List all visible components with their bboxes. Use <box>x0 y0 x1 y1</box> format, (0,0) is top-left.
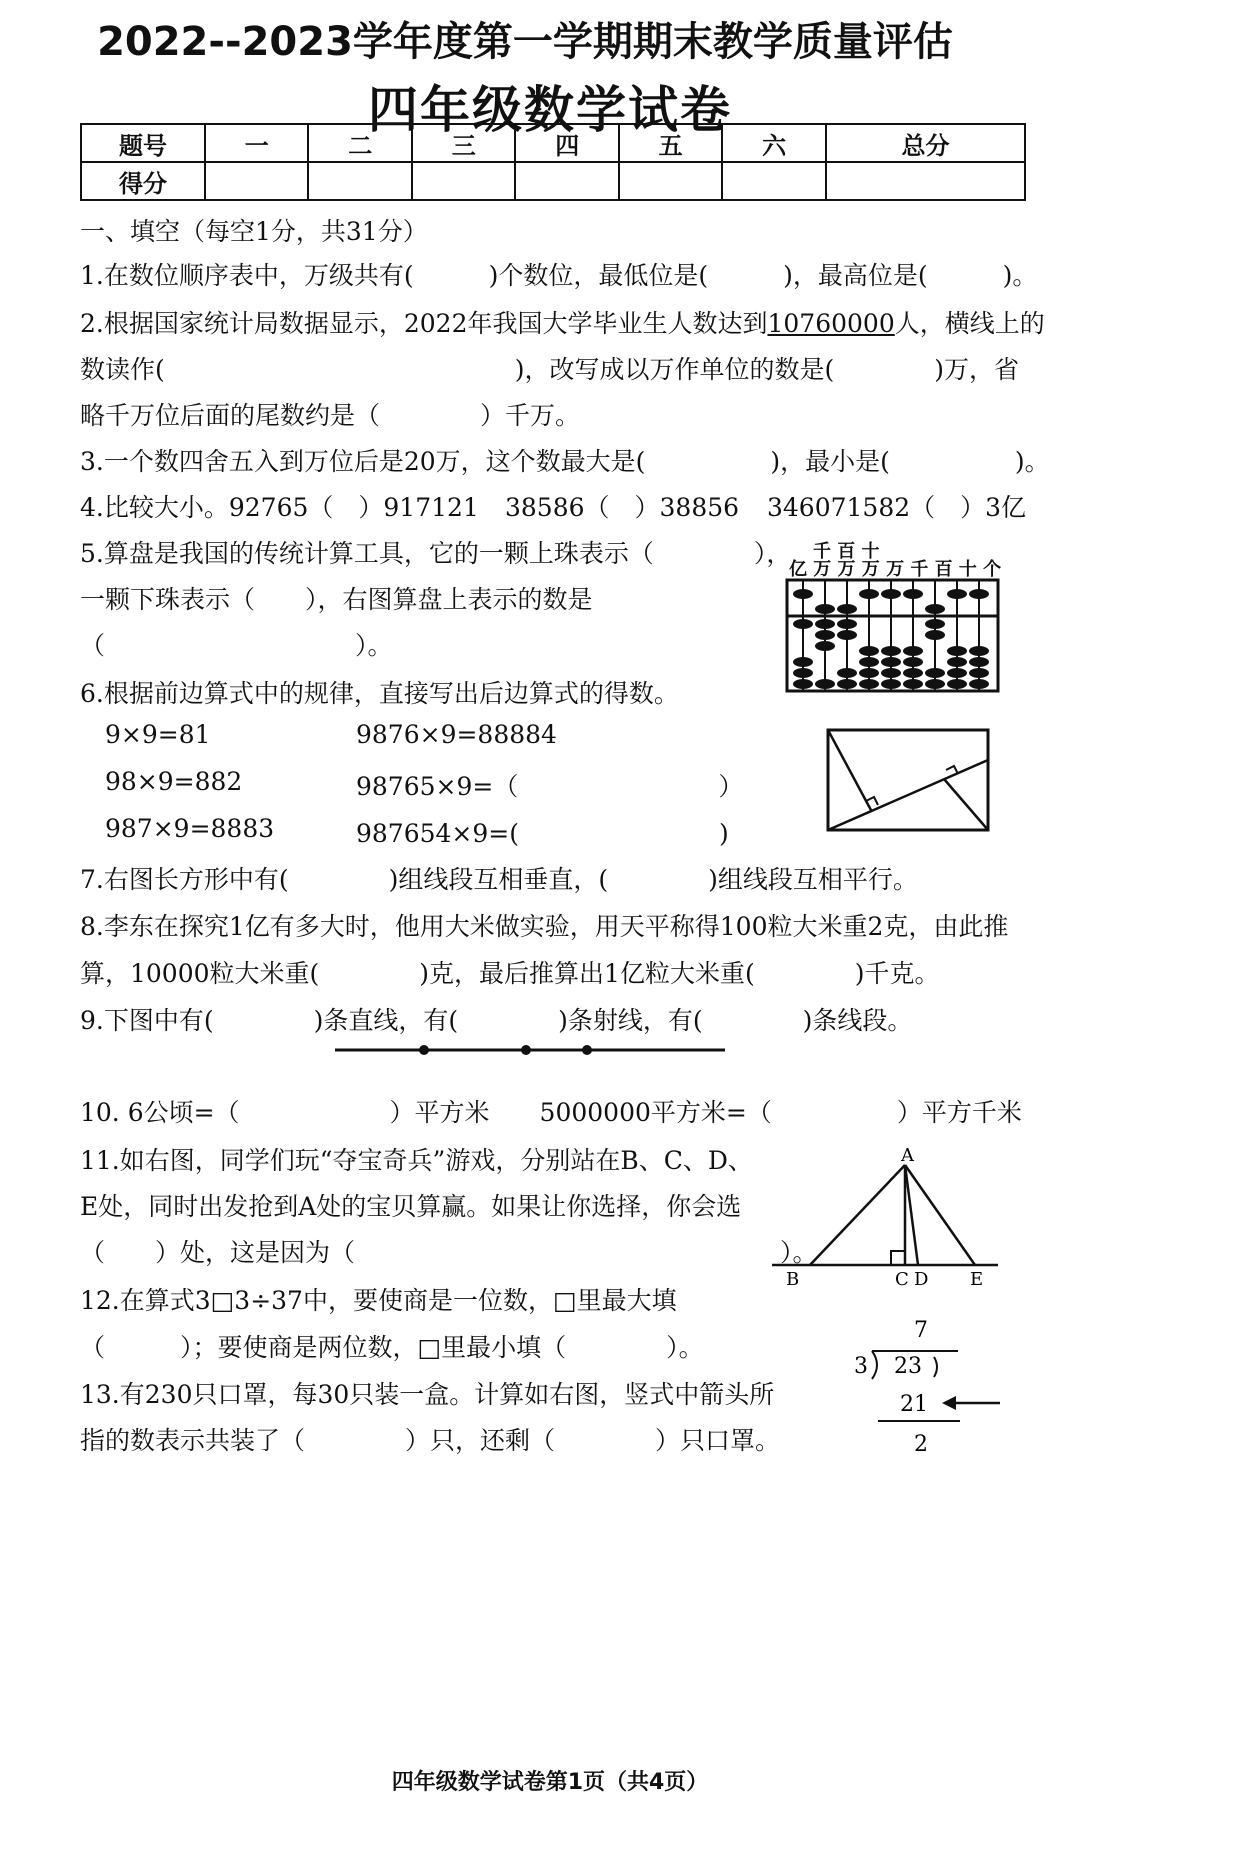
score-cell: 二 <box>308 124 411 162</box>
label-e: E <box>970 1269 984 1290</box>
q6-right-1: 9876×9=88884 <box>356 720 557 749</box>
q6-right-3: 987654×9=( ) <box>356 819 729 848</box>
question-8-line-1: 8.李东在探究1亿有多大时，他用大米做实验，用天平称得100粒大米重2克，由此推 <box>80 912 1009 941</box>
division-product: 21 <box>900 1392 928 1417</box>
score-table-header-row <box>81 124 1025 162</box>
label-c: C <box>895 1269 909 1290</box>
label-d: D <box>914 1269 929 1290</box>
question-12-line-2: （ ）；要使商是两位数，□里最小填（ ）。 <box>80 1333 704 1362</box>
question-8-line-2: 算，10000粒大米重( )克，最后推算出1亿粒大米重( )千克。 <box>80 959 940 988</box>
score-cell: 得分 <box>81 162 205 200</box>
q2-text-b: 人，横线上的 <box>894 309 1045 338</box>
exam-title: 2022--2023学年度第一学期期末教学质量评估 <box>97 19 953 65</box>
q6-left-1: 9×9=81 <box>105 720 211 749</box>
division-remainder: 2 <box>914 1432 928 1457</box>
question-10: 10. 6公顷=（ ）平方米 5000000平方米=（ ）平方千米 <box>80 1098 1022 1127</box>
q6-left-2: 98×9=882 <box>105 767 243 796</box>
q2-number: 10760000 <box>767 309 895 338</box>
rectangle-figure <box>826 728 990 832</box>
score-input-cell[interactable] <box>308 162 411 200</box>
long-division-figure <box>848 1313 1008 1461</box>
score-input-cell[interactable] <box>619 162 722 200</box>
question-4-c: 346071582（ ）3亿 <box>767 493 1027 522</box>
score-cell: 三 <box>412 124 515 162</box>
label-a: A <box>901 1145 914 1166</box>
score-input-cell[interactable] <box>205 162 308 200</box>
score-cell: 四 <box>515 124 618 162</box>
question-3: 3.一个数四舍五入到万位后是20万，这个数最大是( )，最小是( )。 <box>80 447 1050 476</box>
question-4-b: 38586（ ）38856 <box>505 493 740 522</box>
page-footer: 四年级数学试卷第1页（共4页） <box>391 1770 709 1795</box>
question-13-line-2: 指的数表示共装了（ ）只，还剩（ ）只口罩。 <box>80 1426 781 1455</box>
score-input-cell[interactable] <box>722 162 825 200</box>
question-9: 9.下图中有( )条直线，有( )条射线，有( )条线段。 <box>80 1006 913 1035</box>
score-cell: 题号 <box>81 124 205 162</box>
question-5-line-2: 一颗下珠表示（ ），右图算盘上表示的数是 <box>80 585 593 614</box>
score-cell: 六 <box>722 124 825 162</box>
arrow-icon <box>942 1396 956 1410</box>
question-2-line-3: 略千万位后面的尾数约是（ ）千万。 <box>80 401 581 430</box>
score-cell: 五 <box>619 124 722 162</box>
score-cell: 一 <box>205 124 308 162</box>
question-11-line-2: E处，同时出发抢到A处的宝贝算赢。如果让你选择，你会选 <box>80 1192 742 1221</box>
question-1: 1.在数位顺序表中，万级共有( )个数位，最低位是( )，最高位是( )。 <box>80 261 1038 290</box>
score-input-cell[interactable] <box>412 162 515 200</box>
score-table-score-row <box>81 162 1025 200</box>
label-b: B <box>786 1269 800 1290</box>
score-input-cell[interactable] <box>515 162 618 200</box>
division-quotient: 7 <box>914 1318 928 1343</box>
lines-figure <box>330 1040 730 1060</box>
question-4-a: 4.比较大小。92765（ ）917121 <box>80 493 479 522</box>
abacus-figure <box>785 578 1000 693</box>
question-2-line-2: 数读作( )，改写成以万作单位的数是( )万，省 <box>80 355 1020 384</box>
question-2-line-1 <box>80 304 1045 340</box>
q6-right-2: 98765×9=（ ） <box>356 772 744 801</box>
question-7: 7.右图长方形中有( )组线段互相垂直，( )组线段互相平行。 <box>80 865 918 894</box>
question-5-line-1: 5.算盘是我国的传统计算工具，它的一颗上珠表示（ ）， <box>80 539 792 568</box>
question-6: 6.根据前边算式中的规律，直接写出后边算式的得数。 <box>80 679 679 708</box>
section-heading: 一、填空（每空1分，共31分） <box>80 217 428 246</box>
question-5-line-3: （ ）。 <box>80 631 393 660</box>
triangle-figure <box>770 1145 1000 1295</box>
division-dividend: 23 <box>894 1354 922 1379</box>
exam-subtitle: 四年级数学试卷 <box>368 81 732 139</box>
q6-left-3: 987×9=8883 <box>105 814 275 843</box>
q2-text-a: 2.根据国家统计局数据显示，2022年我国大学毕业生人数达到 <box>80 309 768 338</box>
question-13-line-1: 13.有230只口罩，每30只装一盒。计算如右图，竖式中箭头所 <box>80 1380 775 1409</box>
abacus-top-labels: 千 百 十 <box>813 541 880 562</box>
division-divisor: 3 <box>854 1354 868 1379</box>
score-input-cell[interactable] <box>826 162 1025 200</box>
question-11-line-3: （ ）处，这是因为（ ）。 <box>80 1238 818 1267</box>
score-cell: 总分 <box>826 124 1025 162</box>
question-11-line-1: 11.如右图，同学们玩“夺宝奇兵”游戏，分别站在B、C、D、 <box>80 1146 753 1175</box>
abacus-bottom-labels: 亿 万 万 万 万 千 百 十 个 <box>789 559 1002 580</box>
score-table <box>80 123 1026 201</box>
question-12-line-1: 12.在算式3□3÷37中，要使商是一位数，□里最大填 <box>80 1286 677 1315</box>
